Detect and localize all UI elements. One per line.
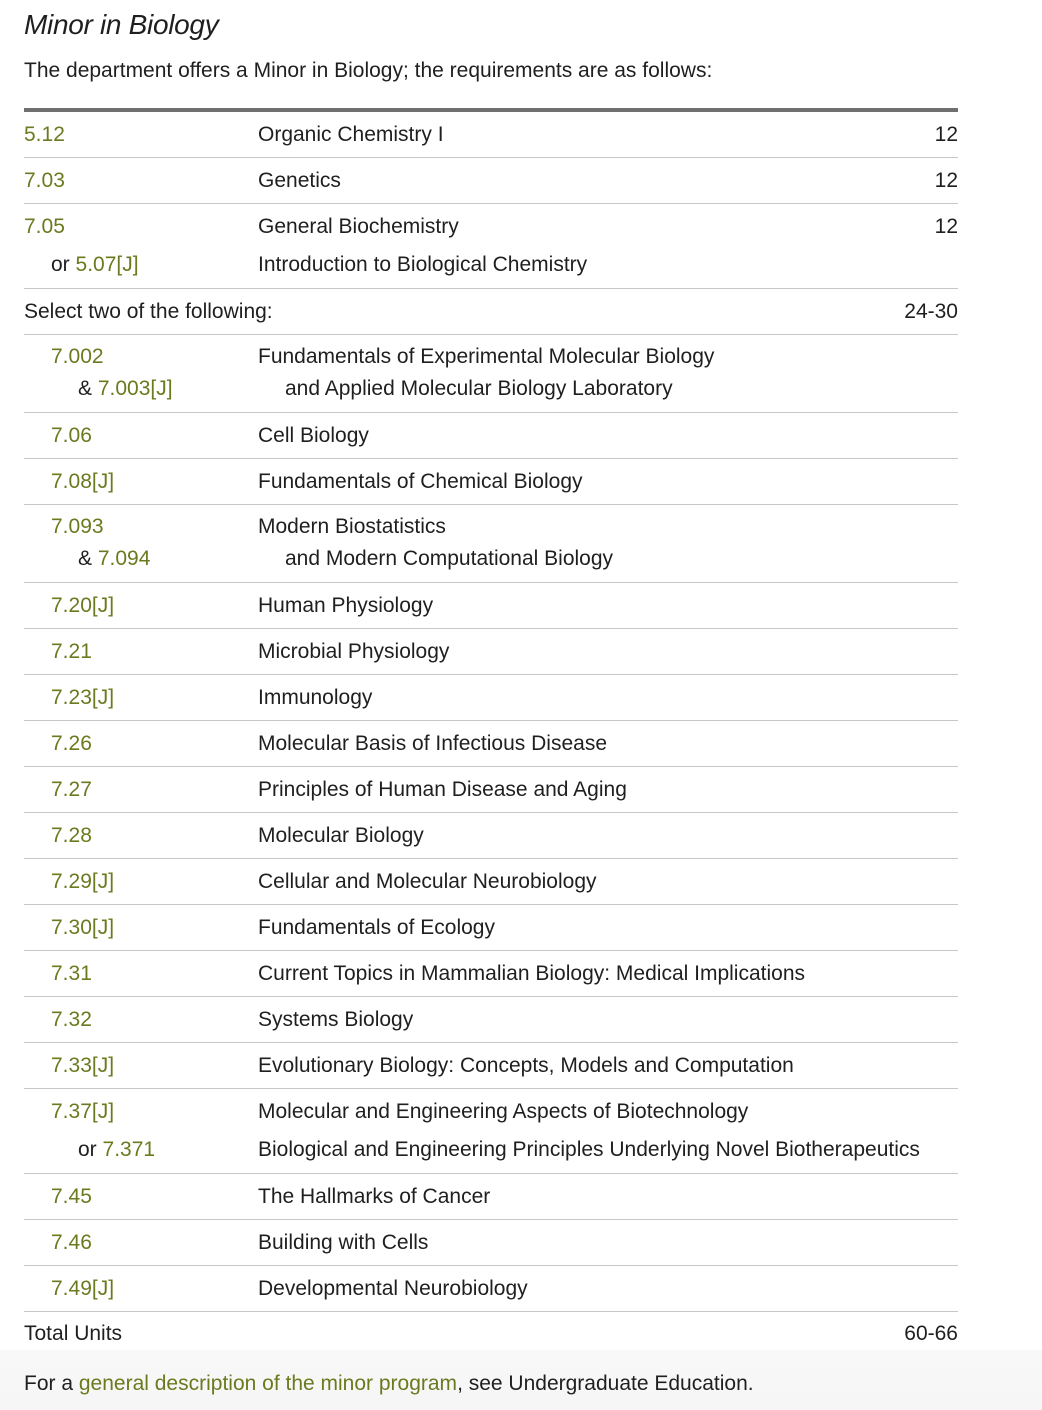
course-title: Cellular and Molecular Neurobiology [258, 870, 597, 893]
table-row [24, 459, 958, 505]
course-title: Fundamentals of Ecology [258, 916, 495, 939]
footer-note [0, 1350, 1042, 1410]
or-prefix: or [51, 253, 76, 276]
table-row [24, 583, 958, 629]
minor-program-link[interactable]: general description of the minor program [78, 1372, 458, 1395]
course-link[interactable]: 7.45 [51, 1185, 92, 1208]
course-title: Systems Biology [258, 1008, 414, 1031]
table-row [24, 767, 958, 813]
course-link[interactable]: 7.26 [51, 732, 92, 755]
course-title: Microbial Physiology [258, 640, 450, 663]
minor-section [24, 0, 958, 1357]
footer-suffix: , see Undergraduate Education. [457, 1372, 754, 1395]
course-title: Molecular Biology [258, 824, 424, 847]
table-row [24, 721, 958, 767]
course-title: Fundamentals of Experimental Molecular Biology [258, 345, 715, 368]
course-title: Biological and Engineering Principles Underlying Novel Biotherapeutics [258, 1138, 920, 1161]
course-title: Genetics [258, 169, 341, 192]
course-link[interactable]: 7.05 [24, 215, 65, 238]
table-row [24, 204, 958, 289]
course-title: Cell Biology [258, 424, 369, 447]
table-row [24, 951, 958, 997]
table-row [24, 859, 958, 905]
course-link[interactable]: 5.12 [24, 123, 65, 146]
table-row [24, 158, 958, 204]
course-title: and Modern Computational Biology [285, 547, 614, 570]
course-title: Evolutionary Biology: Concepts, Models and Computation [258, 1054, 794, 1077]
select-label: Select two of the following: [24, 300, 273, 323]
table-row [24, 997, 958, 1043]
table-row [24, 675, 958, 721]
course-link[interactable]: 7.371 [102, 1138, 156, 1161]
course-link[interactable]: 5.07[J] [75, 253, 139, 276]
course-link[interactable]: 7.30[J] [51, 916, 115, 939]
course-link[interactable]: 7.21 [51, 640, 92, 663]
course-title: The Hallmarks of Cancer [258, 1185, 491, 1208]
course-link[interactable]: 7.003[J] [97, 377, 173, 400]
course-link[interactable]: 7.08[J] [51, 470, 115, 493]
select-units: 24-30 [904, 300, 958, 323]
course-title: Immunology [258, 686, 373, 709]
table-row [24, 629, 958, 675]
table-row [24, 335, 958, 413]
amp-prefix: & [78, 547, 98, 570]
course-units: 12 [934, 215, 958, 238]
table-row [24, 905, 958, 951]
course-title: Human Physiology [258, 594, 434, 617]
course-link[interactable]: 7.46 [51, 1231, 92, 1254]
course-link[interactable]: 7.23[J] [51, 686, 115, 709]
section-title: Minor in Biology [24, 9, 219, 40]
course-link[interactable]: 7.32 [51, 1008, 92, 1031]
course-title: Developmental Neurobiology [258, 1277, 528, 1300]
course-title: General Biochemistry [258, 215, 459, 238]
table-row [24, 1266, 958, 1312]
footer-text [24, 1368, 754, 1400]
total-label: Total Units [24, 1322, 123, 1345]
course-title: Introduction to Biological Chemistry [258, 253, 588, 276]
course-link[interactable]: 7.093 [51, 515, 104, 538]
course-title: Building with Cells [258, 1231, 429, 1254]
course-link[interactable]: 7.094 [97, 547, 151, 570]
course-link[interactable]: 7.27 [51, 778, 92, 801]
requirements-table [24, 108, 958, 1357]
course-units: 12 [934, 169, 958, 192]
course-link[interactable]: 7.03 [24, 169, 65, 192]
course-title: Molecular Basis of Infectious Disease [258, 732, 607, 755]
amp-prefix: & [78, 377, 98, 400]
course-link[interactable]: 7.20[J] [51, 594, 115, 617]
or-prefix: or [78, 1138, 103, 1161]
section-intro: The department offers a Minor in Biology; the requirements are as follows: [24, 59, 713, 82]
course-link[interactable]: 7.37[J] [51, 1100, 115, 1123]
table-row [24, 1220, 958, 1266]
total-units: 60-66 [904, 1322, 958, 1345]
table-row [24, 813, 958, 859]
table-row [24, 112, 958, 158]
course-title: Modern Biostatistics [258, 515, 446, 538]
table-row [24, 413, 958, 459]
course-link[interactable]: 7.31 [51, 962, 92, 985]
course-units: 12 [934, 123, 958, 146]
course-title: Current Topics in Mammalian Biology: Medical Implications [258, 962, 805, 985]
table-row [24, 1089, 958, 1174]
course-title: and Applied Molecular Biology Laboratory [285, 377, 673, 400]
course-title: Molecular and Engineering Aspects of Biotechnology [258, 1100, 749, 1123]
course-link[interactable]: 7.002 [51, 345, 104, 368]
footer-prefix: For a [24, 1372, 79, 1395]
course-link[interactable]: 7.33[J] [51, 1054, 115, 1077]
course-title: Fundamentals of Chemical Biology [258, 470, 583, 493]
select-row [24, 289, 958, 335]
course-link[interactable]: 7.28 [51, 824, 92, 847]
course-title: Organic Chemistry I [258, 123, 444, 146]
table-row [24, 1174, 958, 1220]
course-title: Principles of Human Disease and Aging [258, 778, 627, 801]
course-link[interactable]: 7.06 [51, 424, 92, 447]
table-row [24, 505, 958, 583]
table-row [24, 1043, 958, 1089]
course-link[interactable]: 7.29[J] [51, 870, 115, 893]
course-link[interactable]: 7.49[J] [51, 1277, 115, 1300]
